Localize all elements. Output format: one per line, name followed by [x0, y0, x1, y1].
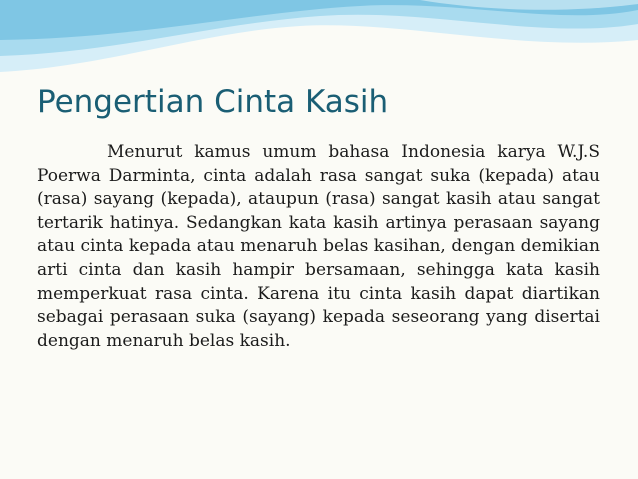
header-wave-decoration [0, 0, 638, 80]
slide-body-paragraph: Menurut kamus umum bahasa Indonesia karya W.J.S Poerwa Darminta, cinta adalah rasa sangat suka (kepada) atau (rasa) sayang (kepada), ataupun (rasa) sangat kasih atau sangat tertarik hatinya. Sedangkan kata kasih artinya perasaan sayang atau cinta kepada atau menaruh belas kasihan, dengan demikian arti cinta dan kasih hampir bersamaan, sehingga kata kasih memperkuat rasa cinta. Karena itu cinta kasih dapat diartikan sebagai perasaan suka (sayang) kepada seseorang yang disertai dengan menaruh belas kasih. [37, 142, 600, 351]
slide-title: Pengertian Cinta Kasih [37, 84, 389, 120]
